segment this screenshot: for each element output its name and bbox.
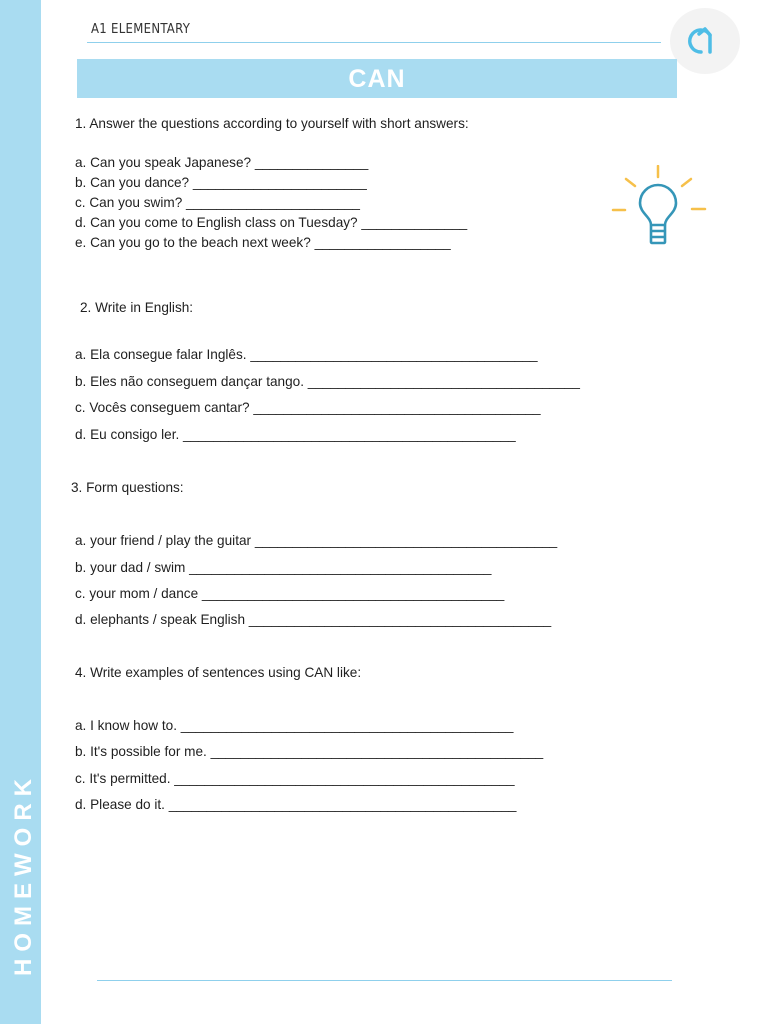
section-2-item-b: b. Eles não conseguem dançar tango. ____________________________________ <box>75 374 580 389</box>
section-2-item-a: a. Ela consegue falar Inglês. ______________________________________ <box>75 347 538 362</box>
section-1-item-a: a. Can you speak Japanese? _______________ <box>75 155 369 170</box>
sidebar <box>0 0 41 1024</box>
footer-divider <box>97 980 672 981</box>
section-1-item-e: e. Can you go to the beach next week? __________________ <box>75 235 451 250</box>
section-1-item-c: c. Can you swim? _______________________ <box>75 195 360 210</box>
section-4-item-c: c. It's permitted. _____________________________________________ <box>75 771 515 786</box>
section-1-heading: 1. Answer the questions according to yourself with short answers: <box>75 116 469 131</box>
sidebar-label: HOMEWORK <box>10 772 37 976</box>
section-4-item-b: b. It's possible for me. ____________________________________________ <box>75 744 544 759</box>
section-3-item-d: d. elephants / speak English ________________________________________ <box>75 612 552 627</box>
section-4-item-a: a. I know how to. ____________________________________________ <box>75 718 514 733</box>
section-2-item-c: c. Vocês conseguem cantar? ______________________________________ <box>75 400 541 415</box>
page-title: CAN <box>77 59 677 98</box>
section-1-item-d: d. Can you come to English class on Tuesday? ______________ <box>75 215 468 230</box>
lightbulb-icon <box>611 165 707 247</box>
section-4-heading: 4. Write examples of sentences using CAN like: <box>75 665 362 680</box>
section-2-item-d: d. Eu consigo ler. ____________________________________________ <box>75 427 516 442</box>
section-1-item-b: b. Can you dance? _______________________ <box>75 175 367 190</box>
section-3-heading: 3. Form questions: <box>71 480 184 495</box>
level-label: A1 ELEMENTARY <box>91 22 191 37</box>
section-3-item-c: c. your mom / dance ________________________________________ <box>75 586 505 601</box>
section-3-item-b: b. your dad / swim ________________________________________ <box>75 560 492 575</box>
header-divider <box>87 42 661 43</box>
section-3-item-a: a. your friend / play the guitar ________________________________________ <box>75 533 558 548</box>
section-4-item-d: d. Please do it. ______________________________________________ <box>75 797 517 812</box>
m-logo-icon <box>670 8 740 74</box>
section-2-heading: 2. Write in English: <box>80 300 194 315</box>
